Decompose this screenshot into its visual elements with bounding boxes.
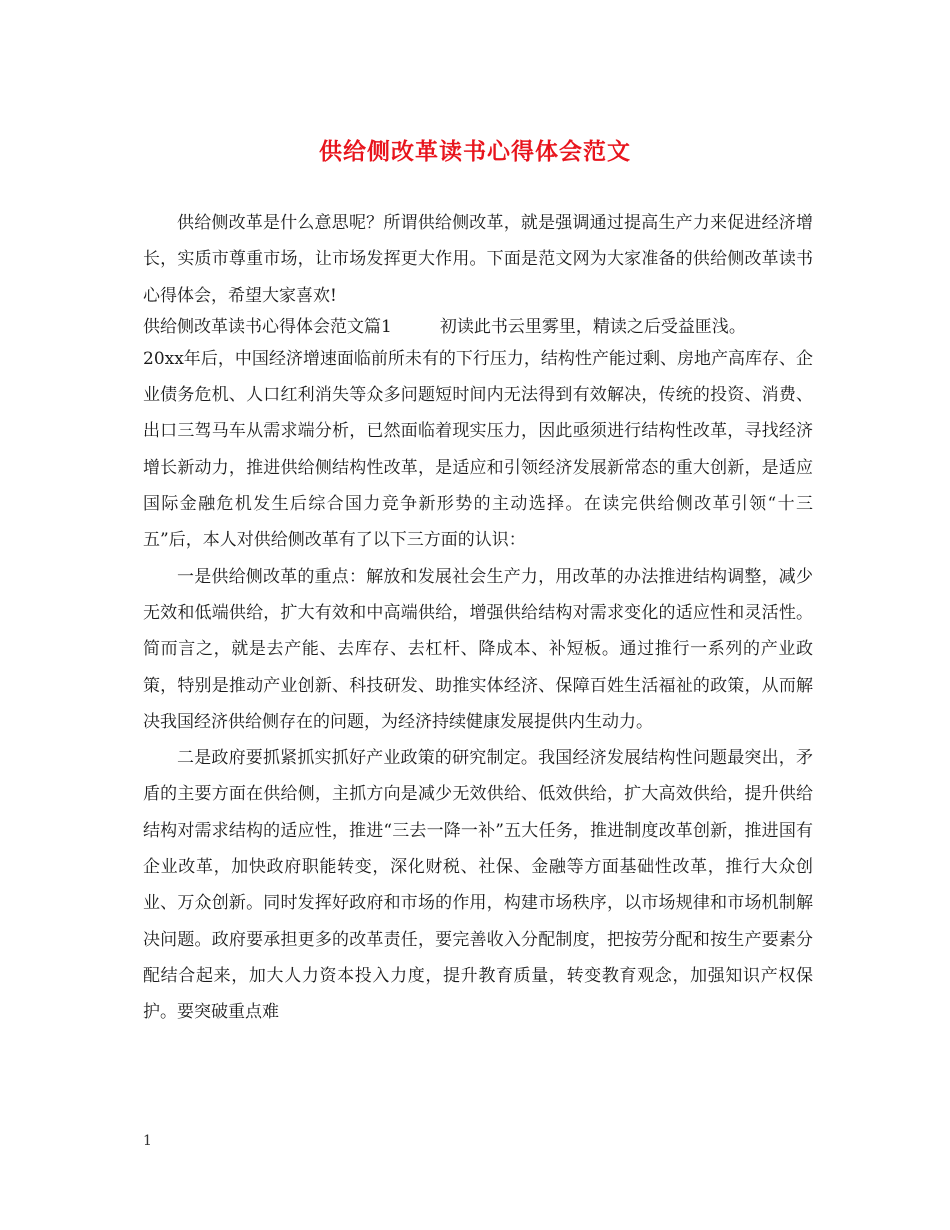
paragraph-3: 二是政府要抓紧抓实抓好产业政策的研究制定。我国经济发展结构性问题最突出，矛盾的主要方面在供给侧，主抓方向是减少无效供给、低效供给，扩大高效供给，提升供给结构对需求结构的适应性，推进“三去一降一补”五大任务，推进制度改革创新，推进国有企业改革，加快政府职能转变，深化财税、社保、金融等方面基础性改革，推行大众创业、万众创新。同时发挥好政府和市场的作用，构建市场秩序，以市场规律和市场机制解决问题。政府要承担更多的改革责任，要完善收入分配制度，把按劳分配和按生产要素分配结合起来，加大人力资本投入力度，提升教育质量，转变教育观念，加强知识产权保护。要突破重点难 [143, 748, 813, 1023]
paragraph-2: 一是供给侧改革的重点：解放和发展社会生产力，用改革的办法推进结构调整，减少无效和低端供给，扩大有效和中高端供给，增强供给结构对需求变化的适应性和灵活性。简而言之，就是去产能、去库存、去杠杆、降成本、补短板。通过推行一系列的产业政策，特别是推动产业创新、科技研发、助推实体经济、保障百姓生活福祉的政策，从而解决我国经济供给侧存在的问题，为经济持续健康发展提供内生动力。 [143, 566, 813, 732]
section-heading: 供给侧改革读书心得体会范文篇1 [143, 316, 392, 337]
document-body [143, 205, 813, 1031]
document-title: 供给侧改革读书心得体会范文 [319, 138, 631, 165]
section-line [143, 314, 813, 341]
section-lead: 初读此书云里雾里，精读之后受益匪浅。 [439, 316, 746, 337]
paragraph-1: 20xx年后，中国经济增速面临前所未有的下行压力，结构性产能过剩、房地产高库存、企业债务危机、人口红利消失等众多问题短时间内无法得到有效解决，传统的投资、消费、出口三驾马车从需求端分析，已然面临着现实压力，因此亟须进行结构性改革，寻找经济增长新动力，推进供给侧结构性改革，是适应和引领经济发展新常态的重大创新，是适应国际金融危机发生后综合国力竞争新形势的主动选择。在读完供给侧改革引领“十三五”后，本人对供给侧改革有了以下三方面的认识： [143, 348, 813, 551]
intro-paragraph: 供给侧改革是什么意思呢？所谓供给侧改革，就是强调通过提高生产力来促进经济增长，实质市尊重市场，让市场发挥更大作用。下面是范文网为大家准备的供给侧改革读书心得体会，希望大家喜欢! [143, 213, 813, 306]
page-number: 1 [143, 1133, 152, 1149]
